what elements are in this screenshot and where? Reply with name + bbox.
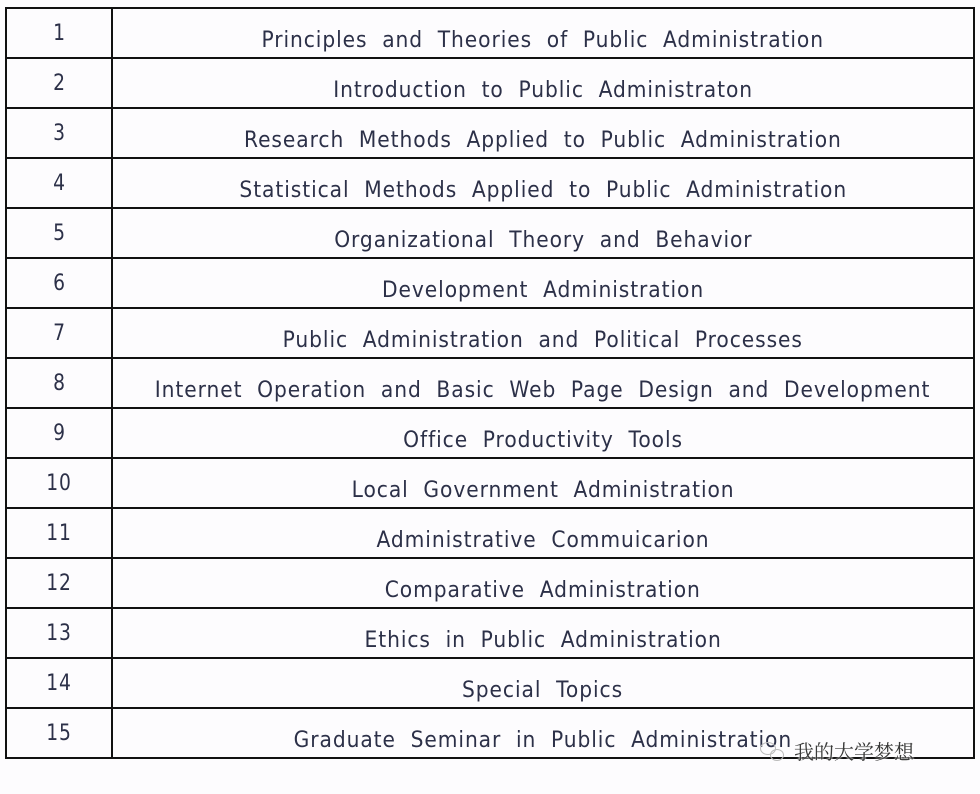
course-title-cell [112, 58, 974, 108]
course-title-cell [112, 408, 974, 458]
course-title-cell [112, 308, 974, 358]
table-row [6, 258, 974, 308]
course-number: 6 [52, 271, 66, 296]
course-number-cell [6, 308, 112, 358]
course-number-cell [6, 708, 112, 758]
course-title: Organizational Theory and Behavior [333, 228, 753, 253]
course-number: 1 [52, 21, 66, 46]
table-row [6, 108, 974, 158]
course-title-cell [112, 458, 974, 508]
course-title-cell [112, 608, 974, 658]
course-title: Principles and Theories of Public Administration [261, 28, 825, 53]
course-title-cell [112, 108, 974, 158]
table-row [6, 658, 974, 708]
course-title: Public Administration and Political Processes [282, 328, 804, 353]
course-title: Internet Operation and Basic Web Page Design and Development [155, 378, 931, 403]
course-number-cell [6, 208, 112, 258]
course-number-cell [6, 408, 112, 458]
table-row [6, 608, 974, 658]
table-row [6, 358, 974, 408]
table-row [6, 558, 974, 608]
course-number-cell [6, 258, 112, 308]
course-number: 3 [52, 121, 66, 146]
course-number: 5 [52, 221, 66, 246]
course-title: Graduate Seminar in Public Administration [293, 728, 793, 753]
course-number-cell [6, 358, 112, 408]
course-number: 9 [52, 421, 66, 446]
watermark [760, 736, 914, 765]
course-number-cell [6, 58, 112, 108]
table-row [6, 458, 974, 508]
course-number: 10 [46, 471, 72, 496]
course-title: Statistical Methods Applied to Public Administration [239, 178, 847, 203]
course-title-cell [112, 158, 974, 208]
table-row [6, 58, 974, 108]
course-number: 7 [52, 321, 66, 346]
course-number: 2 [52, 71, 66, 96]
course-title-cell [112, 208, 974, 258]
course-title-cell [112, 8, 974, 58]
course-title-cell [112, 508, 974, 558]
course-table [5, 7, 975, 759]
course-title: Research Methods Applied to Public Administration [244, 128, 842, 153]
table-row [6, 8, 974, 58]
course-title-cell [112, 658, 974, 708]
course-number-cell [6, 8, 112, 58]
course-number: 4 [52, 171, 66, 196]
course-title: Special Topics [462, 678, 624, 703]
course-title: Local Government Administration [351, 478, 735, 503]
course-title: Introduction to Public Administraton [333, 78, 753, 103]
table-row [6, 408, 974, 458]
course-title: Administrative Commuicarion [376, 528, 710, 553]
watermark-text: 我的大学梦想 [794, 740, 914, 764]
course-title-cell [112, 358, 974, 408]
course-title-cell [112, 258, 974, 308]
course-number: 11 [46, 521, 72, 546]
course-number: 15 [46, 721, 72, 746]
course-title: Comparative Administration [384, 578, 702, 603]
course-number: 12 [46, 571, 72, 596]
course-number-cell [6, 108, 112, 158]
course-number: 13 [46, 621, 72, 646]
course-number-cell [6, 458, 112, 508]
wechat-icon [760, 740, 786, 762]
course-title: Ethics in Public Administration [364, 628, 722, 653]
table-row [6, 158, 974, 208]
table-row [6, 208, 974, 258]
course-number-cell [6, 508, 112, 558]
table-row [6, 308, 974, 358]
course-number: 14 [46, 671, 72, 696]
course-number-cell [6, 158, 112, 208]
course-title: Office Productivity Tools [403, 428, 683, 453]
course-number-cell [6, 608, 112, 658]
course-number-cell [6, 658, 112, 708]
table-row [6, 508, 974, 558]
course-title: Development Administration [381, 278, 705, 303]
course-title-cell [112, 558, 974, 608]
course-number: 8 [52, 371, 66, 396]
course-number-cell [6, 558, 112, 608]
